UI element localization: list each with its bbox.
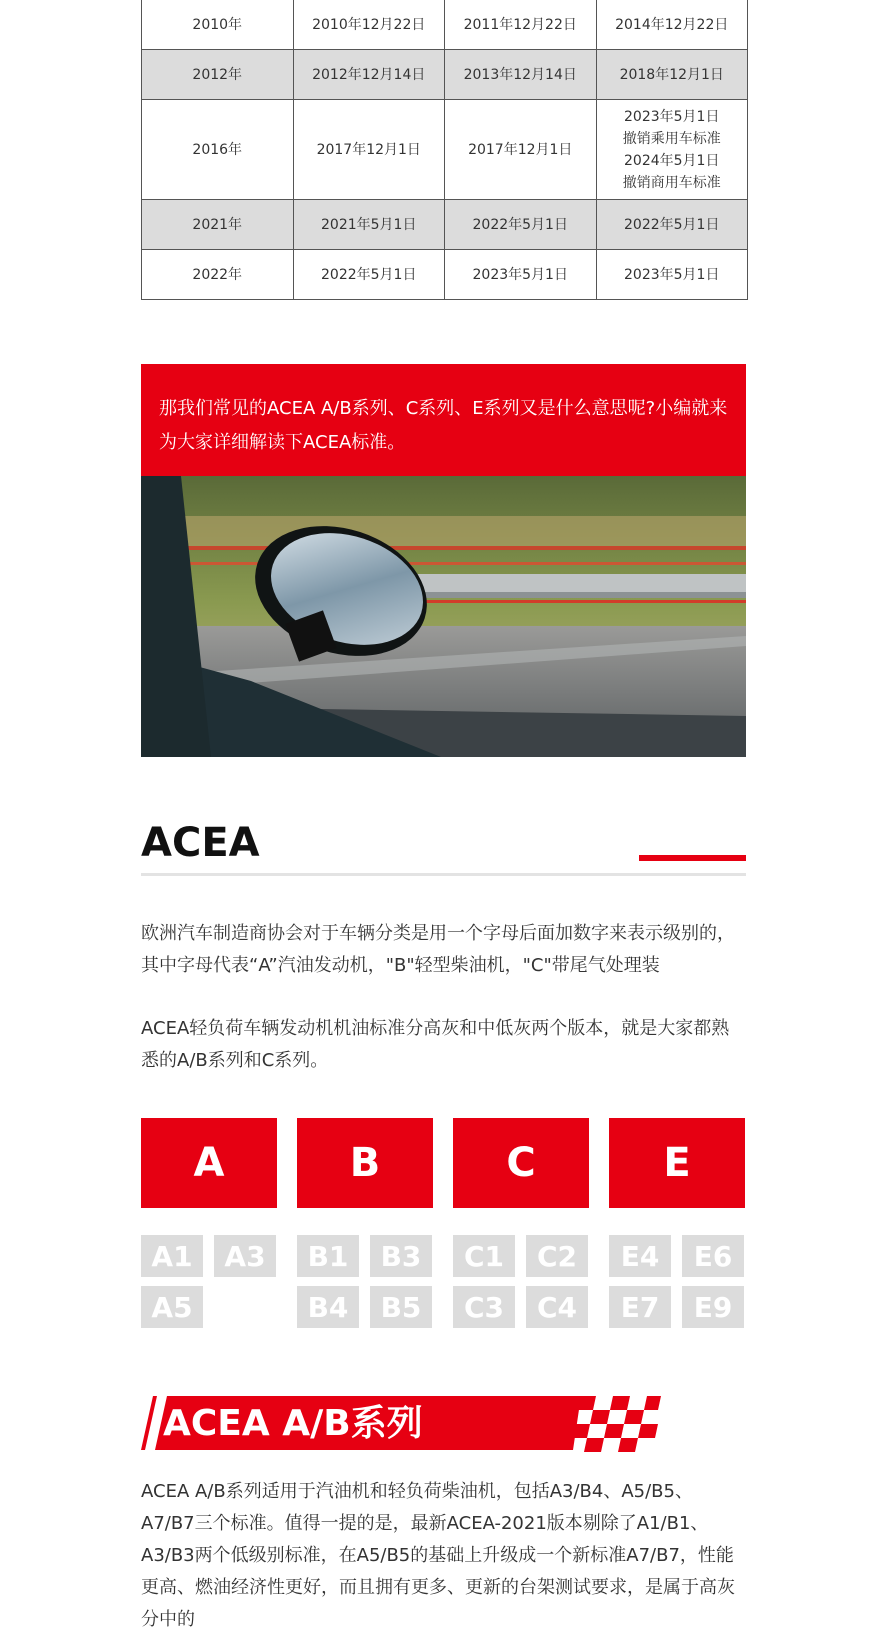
table-cell: 2023年5月1日 (445, 250, 597, 300)
table-cell: 2011年12月22日 (445, 0, 597, 50)
table-row (142, 0, 748, 50)
car-mirror-photo (141, 476, 746, 757)
heading-accent-bar (639, 855, 746, 861)
category-box-e: E (609, 1118, 745, 1208)
grade-chip: A5 (141, 1286, 203, 1328)
table-cell-multiline (596, 100, 748, 200)
table-cell: 2014年12月22日 (596, 0, 748, 50)
grade-chip: E9 (682, 1286, 744, 1328)
ab-series-paragraph: ACEA A/B系列适用于汽油机和轻负荷柴油机，包括A3/B4、A5/B5、A7/B7三个标准。值得一提的是，最新ACEA-2021版本剔除了A1/B1、A3/B3两个低级别标准，在A5/B5的基础上升级成一个新标准A7/B7，性能更高、燃油经济性更好，而且拥有更多、更新的台架测试要求，是属于高灰分中的 (141, 1481, 735, 1630)
grade-chip: C4 (526, 1286, 588, 1328)
table-cell: 2022年5月1日 (445, 200, 597, 250)
category-box-a: A (141, 1118, 277, 1208)
table-cell: 2010年 (142, 0, 294, 50)
table-cell: 2016年 (142, 100, 294, 200)
grade-chip: B3 (370, 1235, 432, 1277)
table-cell: 2013年12月14日 (445, 50, 597, 100)
cell-line: 2023年5月1日 (624, 108, 720, 125)
table-row (142, 200, 748, 250)
grade-chip: A3 (214, 1235, 276, 1277)
car-mirror-illustration (141, 476, 746, 757)
grade-chip: E7 (609, 1286, 671, 1328)
grade-chip: E6 (682, 1235, 744, 1277)
table-cell: 2010年12月22日 (293, 0, 445, 50)
table-row (142, 50, 748, 100)
series-title-ab: ACEA A/B系列 (163, 1403, 423, 1444)
table-cell: 2022年 (142, 250, 294, 300)
grade-chip: C3 (453, 1286, 515, 1328)
table-cell: 2021年 (142, 200, 294, 250)
category-box-c: C (453, 1118, 589, 1208)
table-cell: 2021年5月1日 (293, 200, 445, 250)
grade-chip: B1 (297, 1235, 359, 1277)
cell-line: 2024年5月1日 (624, 152, 720, 169)
table-cell: 2022年5月1日 (293, 250, 445, 300)
table-cell: 2017年12月1日 (445, 100, 597, 200)
grade-chip: E4 (609, 1235, 671, 1277)
heading-divider (141, 873, 746, 876)
category-box-b: B (297, 1118, 433, 1208)
table-cell: 2012年12月14日 (293, 50, 445, 100)
intro-banner (141, 364, 746, 476)
acea-paragraph-1: 欧洲汽车制造商协会对于车辆分类是用一个字母后面加数字来表示级别的，其中字母代表“A”汽油发动机，"B"轻型柴油机，"C"带尾气处理装 (141, 923, 735, 976)
grade-chip: C1 (453, 1235, 515, 1277)
cell-line: 撤销商用车标准 (622, 174, 721, 191)
table-cell: 2012年 (142, 50, 294, 100)
checkered-flag-icon (570, 1396, 661, 1452)
table-cell: 2018年12月1日 (596, 50, 748, 100)
grade-chip: B4 (297, 1286, 359, 1328)
grade-chip: A1 (141, 1235, 203, 1277)
table-row (142, 100, 748, 200)
grade-chip: B5 (370, 1286, 432, 1328)
grade-chip: C2 (526, 1235, 588, 1277)
standards-table (141, 0, 748, 300)
table-cell: 2023年5月1日 (596, 250, 748, 300)
section-heading-acea: ACEA (141, 820, 260, 866)
banner-text: 那我们常见的ACEA A/B系列、C系列、E系列又是什么意思呢?小编就来为大家详细解读下ACEA标准。 (159, 398, 728, 453)
table-cell: 2022年5月1日 (596, 200, 748, 250)
table-cell: 2017年12月1日 (293, 100, 445, 200)
table-row (142, 250, 748, 300)
acea-paragraph-2: ACEA轻负荷车辆发动机机油标准分高灰和中低灰两个版本，就是大家都熟悉的A/B系列和C系列。 (141, 1018, 730, 1071)
cell-line: 撤销乘用车标准 (622, 130, 721, 147)
